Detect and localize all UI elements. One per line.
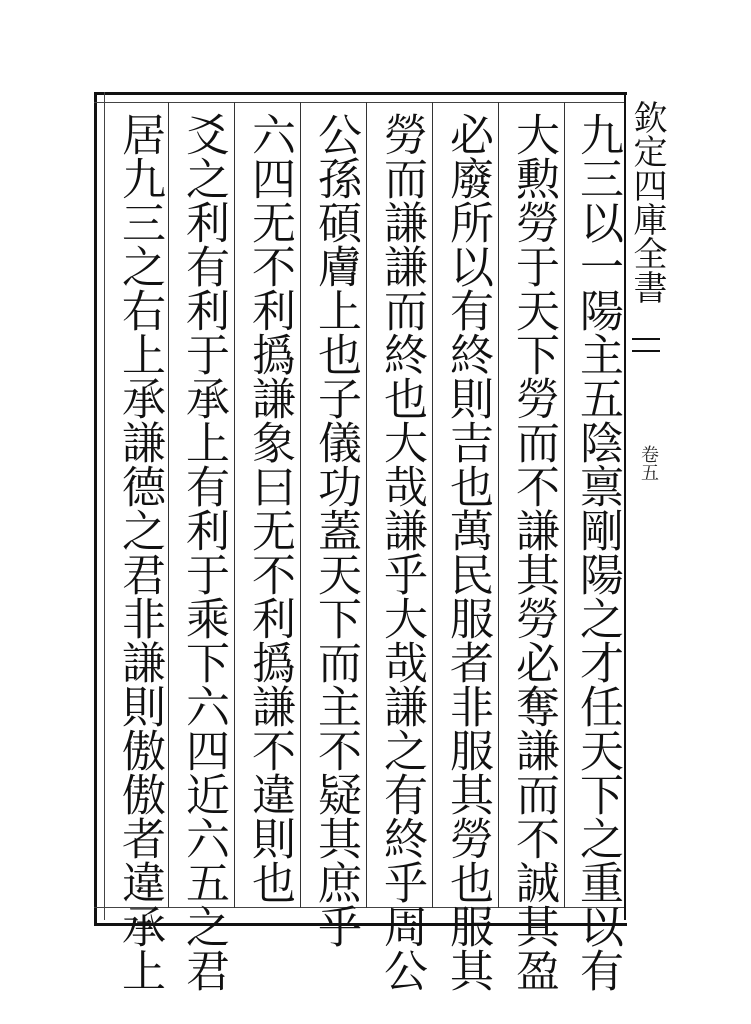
border-inner-left — [104, 92, 105, 920]
text-column-2: 大勲勞于天下勞而不謙其勞必奪謙而不誠其盈 — [508, 112, 559, 992]
column-rule — [564, 102, 565, 908]
text-column-1: 九三以一陽主五陰禀剛陽之才任天下之重以有 — [572, 112, 623, 992]
column-rule — [432, 102, 433, 908]
border-inner-top — [94, 102, 624, 103]
book-title: 欽定四庫全書 — [627, 100, 667, 304]
volume-label: 卷五 — [638, 445, 659, 481]
column-rule — [300, 102, 301, 908]
column-rule — [498, 102, 499, 908]
text-column-8: 居九三之右上承謙德之君非謙則傲傲者違承上 — [114, 112, 165, 992]
text-column-4: 勞而謙謙而終也大哉謙乎大哉謙之有終乎周公 — [376, 112, 427, 992]
text-column-3: 必廢所以有終則吉也萬民服者非服其勞也服其 — [442, 112, 493, 992]
column-rule — [168, 102, 169, 908]
text-column-7: 爻之利有利于承上有利于乘下六四近六五之君 — [178, 112, 229, 992]
column-rule — [366, 102, 367, 908]
column-rule — [234, 102, 235, 908]
fish-tail-mark — [632, 338, 660, 352]
text-column-5: 公孫碩膚上也子儀功蓋天下而主不疑其庶乎 — [310, 112, 361, 948]
text-column-6: 六四无不利撝謙象曰无不利撝謙不違則也 — [244, 112, 295, 904]
